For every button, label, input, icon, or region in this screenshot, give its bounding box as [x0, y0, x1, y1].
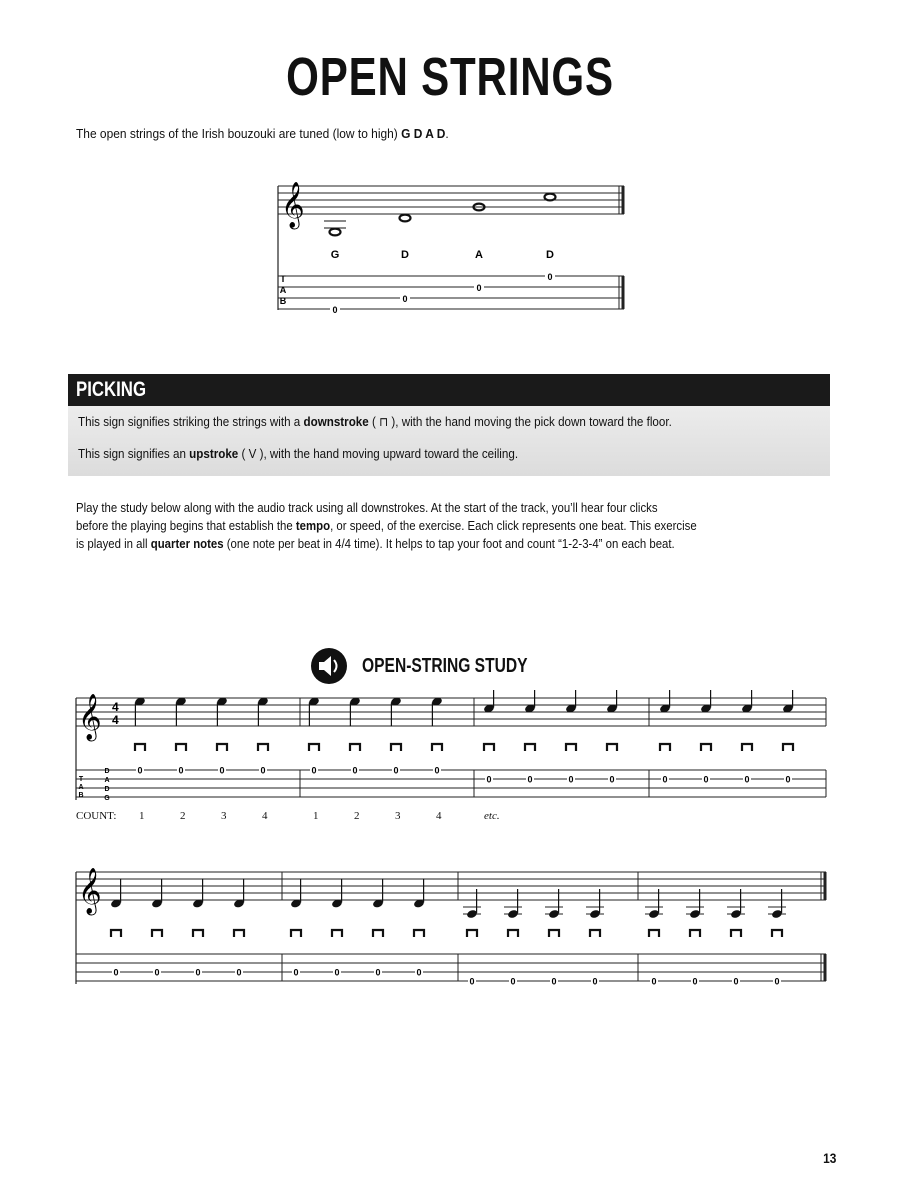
tab-digit-2: 0 — [402, 294, 408, 304]
downstroke-21 — [291, 930, 301, 937]
downstroke-24 — [414, 930, 424, 937]
svg-text:0: 0 — [113, 967, 119, 978]
downstroke-20 — [234, 930, 244, 937]
svg-text:0: 0 — [662, 774, 668, 785]
note-16 — [782, 690, 794, 714]
tab-digit-24 — [415, 967, 423, 978]
downstroke-27 — [549, 930, 559, 937]
downstroke-31 — [731, 930, 741, 937]
downstroke-line — [78, 414, 768, 429]
svg-text:0: 0 — [551, 976, 557, 987]
upstroke-symbol: ( V ) — [238, 447, 264, 461]
downstroke-26 — [508, 930, 518, 937]
time-signature-bottom: 4 — [112, 713, 119, 727]
string-label-d-high: D — [104, 768, 110, 775]
intro-text — [76, 126, 449, 141]
note-g — [330, 229, 341, 236]
tuning-staff — [278, 186, 624, 310]
note-22 — [331, 879, 343, 909]
svg-text:0: 0 — [651, 976, 657, 987]
page-title: OPEN STRINGS — [286, 47, 614, 107]
downstroke-5 — [309, 744, 319, 751]
svg-text:0: 0 — [527, 774, 533, 785]
downstroke-30 — [690, 930, 700, 937]
count-etc: etc. — [484, 810, 500, 822]
note-23 — [372, 879, 384, 909]
tab-label-t: T — [280, 274, 286, 284]
downstroke-22 — [332, 930, 342, 937]
note-name-2: D — [401, 249, 409, 261]
tab-digit-12 — [608, 774, 616, 785]
tab-label-a: A — [279, 285, 287, 295]
svg-text:0: 0 — [236, 967, 242, 978]
downstroke-13 — [660, 744, 670, 751]
downstroke-6 — [350, 744, 360, 751]
time-signature-top: 4 — [112, 700, 119, 714]
upstroke-line — [78, 447, 768, 461]
note-30 — [686, 889, 704, 919]
svg-text:0: 0 — [744, 774, 750, 785]
tab-digit-11 — [567, 774, 575, 785]
svg-text:0: 0 — [195, 967, 201, 978]
note-4 — [257, 696, 269, 726]
treble-clef-icon: 𝄞 — [78, 695, 102, 739]
upstroke-line-a: This sign signifies an — [78, 447, 190, 461]
tab-label-b: B — [279, 296, 287, 306]
count-3: 3 — [221, 810, 227, 822]
tab-digit-29 — [650, 976, 658, 987]
tab-digit-10 — [526, 774, 534, 785]
system1-downstrokes — [135, 744, 793, 751]
count-4: 4 — [262, 810, 268, 822]
downstroke-29 — [649, 930, 659, 937]
svg-text:0: 0 — [178, 765, 184, 776]
downstroke-25 — [467, 930, 477, 937]
downstroke-7 — [391, 744, 401, 751]
note-13 — [659, 690, 671, 714]
note-10 — [524, 690, 536, 714]
downstroke-11 — [566, 744, 576, 751]
picking-box — [68, 374, 830, 476]
svg-text:0: 0 — [774, 976, 780, 987]
tab-label-t: T — [78, 776, 84, 783]
note-5 — [308, 696, 320, 726]
string-label-g: G — [104, 795, 110, 802]
instructions-line-2 — [76, 517, 827, 535]
svg-text:0: 0 — [334, 967, 340, 978]
tuning-diagram — [270, 178, 630, 318]
system2-downstrokes — [111, 930, 782, 937]
svg-text:0: 0 — [592, 976, 598, 987]
note-d-high — [545, 194, 556, 201]
system1-tab-staff — [76, 770, 826, 797]
tab-digit-13 — [661, 774, 669, 785]
intro-end: . — [445, 126, 449, 141]
note-name-4: D — [546, 249, 554, 261]
instructions-line-2b: , or speed, of the exercise. Each click represents one beat. This exercise — [330, 519, 697, 533]
note-2 — [175, 696, 187, 726]
downstroke-3 — [217, 744, 227, 751]
downstroke-32 — [772, 930, 782, 937]
downstroke-18 — [152, 930, 162, 937]
upstroke-term: upstroke — [189, 447, 239, 461]
tab-digit-30 — [691, 976, 699, 987]
svg-text:0: 0 — [219, 765, 225, 776]
picking-body — [68, 406, 830, 476]
svg-text:0: 0 — [510, 976, 516, 987]
note-20 — [233, 879, 245, 909]
svg-text:0: 0 — [416, 967, 422, 978]
tab-digit-2 — [177, 765, 185, 776]
intro-text-plain: The open strings of the Irish bouzouki are tuned (low to high) — [76, 126, 402, 141]
note-name-1: G — [330, 249, 340, 261]
downstroke-28 — [590, 930, 600, 937]
note-12 — [606, 690, 618, 714]
svg-text:0: 0 — [293, 967, 299, 978]
downstroke-23 — [373, 930, 383, 937]
svg-text:0: 0 — [154, 967, 160, 978]
svg-text:0: 0 — [703, 774, 709, 785]
instructions-line-3b: (one note per beat in 4/4 time). It helps to tap your foot and count “1-2-3-4” on each beat. — [223, 537, 675, 551]
speaker-icon[interactable] — [310, 647, 348, 685]
tab-label-a: A — [78, 784, 84, 791]
tab-digit-14 — [702, 774, 710, 785]
note-name-3: A — [475, 249, 483, 261]
intro-tuning: G D A D — [401, 126, 446, 141]
svg-text:0: 0 — [311, 765, 317, 776]
quarter-notes-term: quarter notes — [150, 537, 224, 551]
tab-digit-15 — [743, 774, 751, 785]
tab-digit-32 — [773, 976, 781, 987]
note-1 — [134, 696, 146, 726]
note-21 — [290, 879, 302, 909]
note-7 — [390, 696, 402, 726]
note-14 — [700, 690, 712, 714]
svg-text:0: 0 — [486, 774, 492, 785]
note-8 — [431, 696, 443, 726]
svg-text:0: 0 — [609, 774, 615, 785]
svg-text:0: 0 — [260, 765, 266, 776]
downstroke-16 — [783, 744, 793, 751]
count-label: COUNT: — [76, 810, 117, 822]
svg-text:0: 0 — [733, 976, 739, 987]
tab-digit-28 — [591, 976, 599, 987]
study-title: OPEN-STRING STUDY — [362, 654, 528, 677]
downstroke-12 — [607, 744, 617, 751]
system2-staff — [76, 872, 826, 984]
note-26 — [504, 889, 522, 919]
system1-notes — [134, 690, 794, 727]
downstroke-15 — [742, 744, 752, 751]
tab-digit-4 — [259, 765, 267, 776]
tab-digit-7 — [392, 765, 400, 776]
downstroke-symbol: ( ⊓ ) — [368, 415, 396, 429]
tempo-term: tempo — [295, 519, 331, 533]
tab-digit-3 — [218, 765, 226, 776]
note-29 — [645, 889, 663, 919]
svg-text:0: 0 — [393, 765, 399, 776]
string-label-a: A — [104, 777, 110, 784]
study-system-2 — [72, 864, 832, 994]
instructions-line-3 — [76, 535, 827, 553]
tab-digit-20 — [235, 967, 243, 978]
downstroke-19 — [193, 930, 203, 937]
tab-digit-8 — [433, 765, 441, 776]
svg-text:0: 0 — [137, 765, 143, 776]
tab-digit-1: 0 — [332, 305, 338, 315]
tab-digit-23 — [374, 967, 382, 978]
note-28 — [586, 889, 604, 919]
treble-clef-icon: 𝄞 — [78, 869, 102, 913]
system1-staff — [76, 698, 826, 800]
note-17 — [110, 879, 122, 909]
system2-tab-digits — [112, 967, 781, 987]
note-3 — [216, 696, 228, 726]
tab-digit-22 — [333, 967, 341, 978]
tab-digit-18 — [153, 967, 161, 978]
count-6: 2 — [354, 810, 360, 822]
downstroke-term: downstroke — [303, 415, 369, 429]
tab-digit-27 — [550, 976, 558, 987]
system2-tab-staff — [76, 954, 826, 981]
downstroke-8 — [432, 744, 442, 751]
tab-label-b: B — [78, 792, 84, 799]
svg-text:0: 0 — [469, 976, 475, 987]
instructions-line-2a: before the playing begins that establish the — [76, 519, 296, 533]
downstroke-line-b: , with the hand moving the pick down toward the floor. — [395, 415, 672, 429]
picking-header — [68, 374, 830, 406]
downstroke-2 — [176, 744, 186, 751]
downstroke-1 — [135, 744, 145, 751]
count-7: 3 — [395, 810, 401, 822]
tab-digit-26 — [509, 976, 517, 987]
tab-digit-3: 0 — [476, 283, 482, 293]
downstroke-17 — [111, 930, 121, 937]
page-number: 13 — [823, 1150, 837, 1166]
string-label-d-low: D — [104, 786, 110, 793]
downstroke-14 — [701, 744, 711, 751]
system1-tab-digits — [136, 765, 792, 785]
instructions-line-3a: is played in all — [76, 537, 151, 551]
note-d-low — [400, 215, 411, 222]
picking-title: PICKING — [76, 378, 147, 401]
downstroke-4 — [258, 744, 268, 751]
svg-text:0: 0 — [692, 976, 698, 987]
note-9 — [483, 690, 495, 714]
note-15 — [741, 690, 753, 714]
tab-digit-31 — [732, 976, 740, 987]
count-5: 1 — [313, 810, 319, 822]
downstroke-9 — [484, 744, 494, 751]
upstroke-line-b: , with the hand moving upward toward the ceiling. — [263, 447, 519, 461]
tab-digit-6 — [351, 765, 359, 776]
note-24 — [413, 879, 425, 909]
tab-digit-25 — [468, 976, 476, 987]
study-heading — [310, 646, 574, 686]
tab-digit-21 — [292, 967, 300, 978]
downstroke-line-a: This sign signifies striking the strings with a — [78, 415, 304, 429]
note-32 — [768, 889, 786, 919]
svg-text:0: 0 — [434, 765, 440, 776]
downstroke-10 — [525, 744, 535, 751]
tab-digit-19 — [194, 967, 202, 978]
tab-digit-1 — [136, 765, 144, 776]
study-system-1 — [72, 690, 832, 805]
tuning-tab-staff — [278, 276, 624, 309]
note-27 — [545, 889, 563, 919]
tab-digit-4: 0 — [547, 272, 553, 282]
note-6 — [349, 696, 361, 726]
instructions-paragraph — [76, 499, 827, 553]
treble-clef-icon: 𝄞 — [281, 183, 305, 227]
count-1: 1 — [139, 810, 145, 822]
tab-digit-17 — [112, 967, 120, 978]
note-11 — [565, 690, 577, 714]
count-8: 4 — [436, 810, 442, 822]
note-25 — [463, 889, 481, 919]
svg-text:0: 0 — [375, 967, 381, 978]
count-2: 2 — [180, 810, 186, 822]
svg-text:0: 0 — [568, 774, 574, 785]
svg-text:0: 0 — [785, 774, 791, 785]
tab-digit-16 — [784, 774, 792, 785]
note-18 — [151, 879, 163, 909]
instructions-line-1: Play the study below along with the audio track using all downstrokes. At the start of the track, you’ll hear four clicks — [76, 501, 658, 515]
tab-digit-5 — [310, 765, 318, 776]
tab-digit-9 — [485, 774, 493, 785]
note-31 — [727, 889, 745, 919]
svg-text:0: 0 — [352, 765, 358, 776]
system2-notes — [110, 879, 786, 920]
note-19 — [192, 879, 204, 909]
